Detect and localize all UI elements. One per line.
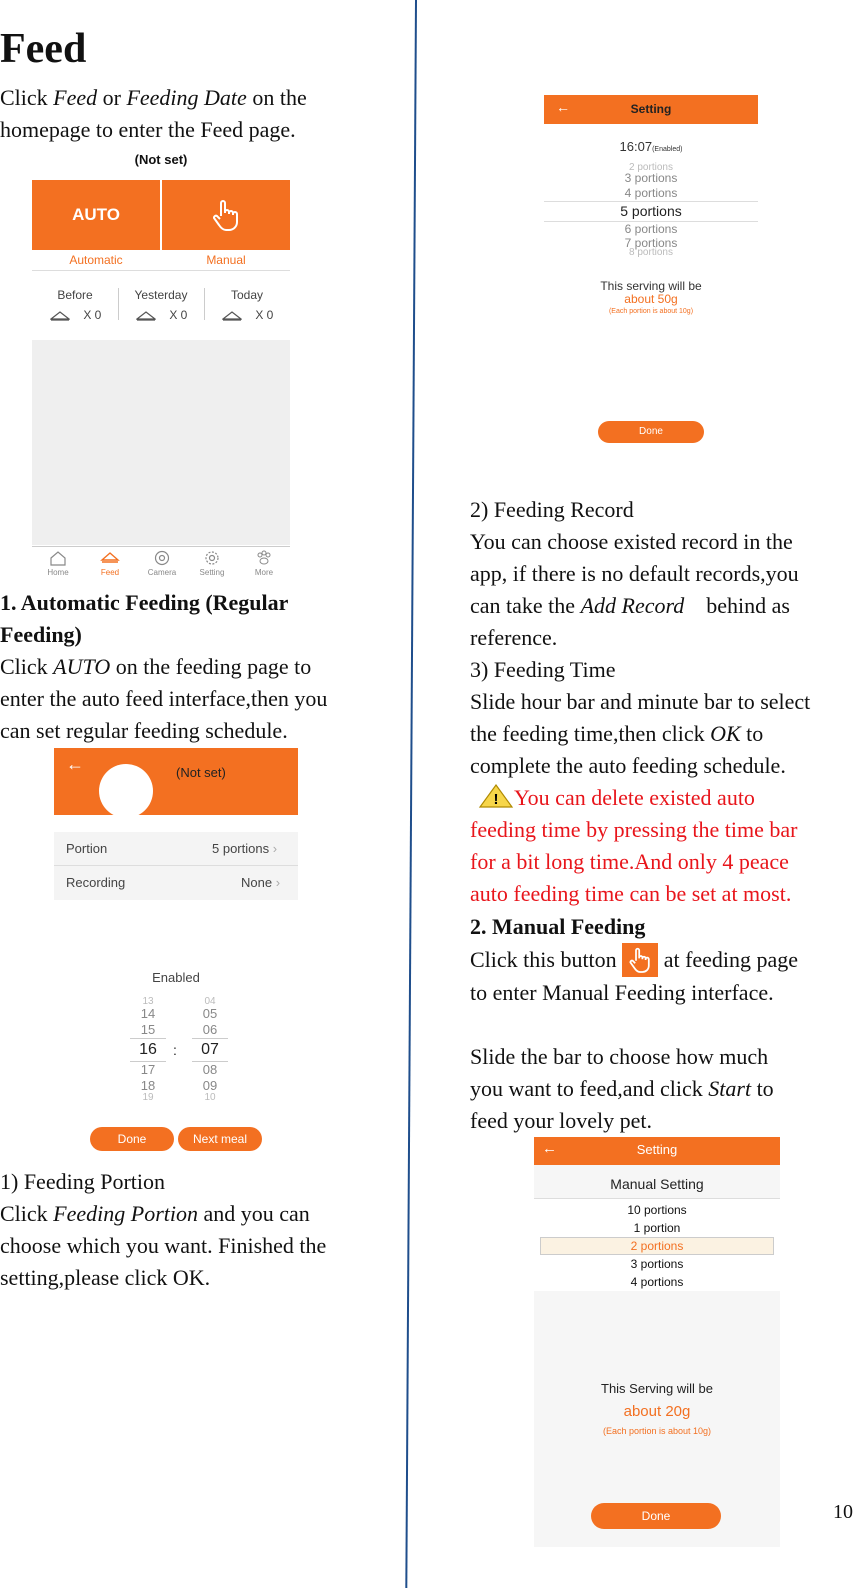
bowl-icon bbox=[50, 310, 70, 322]
intro-text-2: on the bbox=[246, 85, 307, 110]
time-enabled bbox=[544, 139, 758, 154]
manual-setting-screenshot bbox=[534, 1137, 780, 1547]
before-count-value: X 0 bbox=[83, 308, 102, 322]
warning-line2: feeding time by pressing the time bar bbox=[470, 817, 798, 842]
nav-feed-label: Feed bbox=[100, 568, 120, 577]
next-meal-button[interactable]: Next meal bbox=[178, 1127, 262, 1151]
portion-option: 2 portions bbox=[629, 162, 673, 173]
section1-heading-line2: Feeding) bbox=[0, 622, 82, 647]
section1-paragraph bbox=[0, 651, 410, 747]
before-count bbox=[50, 308, 101, 322]
separator bbox=[204, 288, 205, 320]
manual-serving-text: This Serving will be bbox=[601, 1381, 713, 1396]
time-line1: Slide hour bar and minute bar to select bbox=[470, 689, 811, 714]
intro-text: Click bbox=[0, 85, 54, 110]
manual-line2: to enter Manual Feeding interface. bbox=[470, 980, 774, 1005]
manual-done-button[interactable]: Done bbox=[591, 1503, 721, 1529]
portion-label: Portion bbox=[66, 841, 108, 856]
automatic-label: Automatic bbox=[69, 253, 123, 267]
portion-option: 7 portions bbox=[624, 236, 678, 250]
minute-05: 05 bbox=[202, 1006, 218, 1021]
manual-portion-picker[interactable] bbox=[534, 1199, 780, 1291]
serving-amount: about 50g bbox=[624, 292, 678, 306]
manual-line5: feed your lovely pet. bbox=[470, 1108, 653, 1133]
hour-selected: 16 bbox=[130, 1038, 166, 1062]
portion-option: 8 portions bbox=[629, 247, 673, 258]
manual-line3: Slide the bar to choose how much bbox=[470, 1044, 769, 1069]
auto-feed-screenshot bbox=[54, 748, 298, 1152]
minute-09: 09 bbox=[202, 1078, 218, 1093]
manual-portion-option: 3 portions bbox=[630, 1257, 684, 1271]
manual-button[interactable] bbox=[162, 180, 290, 250]
manual-setting-header bbox=[534, 1137, 780, 1165]
back-arrow-icon[interactable]: ← bbox=[556, 99, 570, 115]
minute-picker[interactable] bbox=[192, 998, 228, 1102]
gear-icon bbox=[203, 550, 221, 566]
manual-feed-button-icon bbox=[622, 943, 658, 977]
today-count bbox=[222, 308, 273, 322]
warning-text-1: You can delete existed auto bbox=[514, 785, 755, 810]
portion-selected: 5 portions bbox=[544, 201, 758, 222]
svg-text:!: ! bbox=[493, 791, 499, 808]
warning-line1 bbox=[470, 785, 755, 810]
manual-heading: 2. Manual Feeding bbox=[470, 914, 646, 939]
serving-text: This serving will be bbox=[600, 279, 702, 293]
manual-portion-option: 10 portions bbox=[627, 1203, 687, 1217]
manual-line1a: Click this button bbox=[470, 947, 623, 972]
nav-setting-label: Setting bbox=[199, 568, 225, 577]
record-line3a: can take the bbox=[470, 593, 581, 618]
manual-section bbox=[470, 911, 860, 1137]
record-line2: app, if there is no default records,you bbox=[470, 561, 799, 586]
manual-serving-amount: about 20g bbox=[623, 1403, 691, 1420]
page-title: Feed bbox=[0, 26, 87, 72]
setting-time: 16:07 bbox=[619, 139, 653, 154]
record-section bbox=[470, 494, 860, 654]
section1-click: Click bbox=[0, 654, 54, 679]
nav-camera-label: Camera bbox=[147, 568, 177, 577]
enabled-label: Enabled bbox=[152, 970, 200, 985]
warning-line4: auto feeding time can be set at most. bbox=[470, 881, 792, 906]
section1-rest: on the feeding page to bbox=[110, 654, 312, 679]
back-arrow-icon[interactable]: ← bbox=[66, 754, 84, 774]
record-heading: 2) Feeding Record bbox=[470, 497, 634, 522]
warning-line3: for a bit long time.And only 4 peace bbox=[470, 849, 789, 874]
portion-click: Click bbox=[0, 1201, 54, 1226]
hand-pointer-icon bbox=[211, 198, 241, 232]
separator bbox=[32, 546, 290, 547]
record-add-record: Add Record bbox=[580, 593, 685, 618]
intro-feeding-date: Feeding Date bbox=[126, 85, 247, 110]
portion-value[interactable] bbox=[212, 841, 277, 856]
time-line2a: the feeding time,then click bbox=[470, 721, 711, 746]
intro-feed: Feed bbox=[53, 85, 98, 110]
warning-icon bbox=[478, 783, 514, 809]
manual-line4b: to bbox=[751, 1076, 774, 1101]
nav-setting[interactable] bbox=[192, 550, 232, 577]
nav-more[interactable] bbox=[244, 550, 284, 577]
hour-14: 14 bbox=[140, 1006, 156, 1021]
yesterday-count bbox=[136, 308, 187, 322]
hand-pointer-icon bbox=[628, 946, 652, 974]
hour-17: 17 bbox=[140, 1062, 156, 1077]
portion-line3: setting,please click OK. bbox=[0, 1265, 211, 1290]
time-line2b: to bbox=[740, 721, 764, 746]
intro-line-2: homepage to enter the Feed page. bbox=[0, 117, 296, 142]
hour-18: 18 bbox=[140, 1078, 156, 1093]
page-number: 10 bbox=[833, 1501, 853, 1523]
setting-enabled: (Enabled) bbox=[652, 146, 683, 153]
manual-each-portion-note: (Each portion is about 10g) bbox=[602, 1426, 712, 1436]
section1-line2: enter the auto feed interface,then you bbox=[0, 686, 328, 711]
pet-avatar bbox=[99, 764, 153, 818]
manual-line4a: you want to feed,and click bbox=[470, 1076, 709, 1101]
portion-setting-screenshot bbox=[544, 95, 758, 450]
bowl-icon bbox=[136, 310, 156, 322]
portion-option: 3 portions bbox=[624, 171, 678, 185]
yesterday-label: Yesterday bbox=[134, 288, 188, 302]
bowl-icon bbox=[100, 550, 120, 566]
time-heading: 3) Feeding Time bbox=[470, 657, 616, 682]
yesterday-count-value: X 0 bbox=[169, 308, 188, 322]
auto-feed-header bbox=[54, 748, 298, 815]
nav-home[interactable] bbox=[38, 550, 78, 577]
portion-value-text: 5 portions bbox=[212, 841, 270, 856]
manual-portion-option: 4 portions bbox=[630, 1275, 684, 1289]
nav-more-label: More bbox=[254, 568, 274, 577]
portion-option: 4 portions bbox=[624, 186, 678, 200]
bowl-icon bbox=[222, 310, 242, 322]
portion-line2: choose which you want. Finished the bbox=[0, 1233, 327, 1258]
feed-not-set: (Not set) bbox=[134, 152, 188, 167]
nav-home-label: Home bbox=[47, 568, 69, 577]
manual-line1b: at feeding page bbox=[658, 947, 799, 972]
manual-portion-selected: 2 portions bbox=[540, 1237, 774, 1255]
manual-setting-title: Setting bbox=[636, 1142, 678, 1157]
minute-08: 08 bbox=[202, 1062, 218, 1077]
portion-picker[interactable] bbox=[544, 162, 758, 258]
feed-record-area bbox=[32, 340, 290, 545]
minute-06: 06 bbox=[202, 1022, 218, 1037]
feed-page-screenshot bbox=[32, 180, 290, 584]
separator bbox=[54, 865, 298, 866]
setting-header bbox=[544, 95, 758, 124]
chevron-right-icon: › bbox=[272, 841, 278, 856]
intro-paragraph bbox=[0, 82, 410, 146]
section1-heading bbox=[0, 587, 410, 651]
nav-camera[interactable] bbox=[142, 550, 182, 577]
bottom-nav bbox=[32, 550, 290, 584]
today-label: Today bbox=[230, 288, 264, 302]
setting-title: Setting bbox=[630, 102, 672, 116]
minute-04: 04 bbox=[204, 996, 216, 1007]
camera-icon bbox=[153, 550, 171, 566]
each-portion-note: (Each portion is about 10g) bbox=[608, 308, 694, 315]
section1-auto: AUTO bbox=[53, 654, 111, 679]
recording-value[interactable] bbox=[241, 875, 280, 890]
record-line4: reference. bbox=[470, 625, 558, 650]
minute-10: 10 bbox=[204, 1092, 216, 1103]
hour-15: 15 bbox=[140, 1022, 156, 1037]
recording-value-text: None bbox=[241, 875, 273, 890]
record-line3b: behind as bbox=[684, 593, 790, 618]
time-section bbox=[470, 654, 862, 910]
time-colon: : bbox=[173, 1042, 177, 1058]
before-label: Before bbox=[57, 288, 93, 302]
done-button[interactable]: Done bbox=[90, 1127, 174, 1151]
section1-line3: can set regular feeding schedule. bbox=[0, 718, 288, 743]
portion-fp: Feeding Portion bbox=[53, 1201, 198, 1226]
manual-portion-option: 1 portion bbox=[633, 1221, 681, 1235]
hour-13: 13 bbox=[142, 996, 154, 1007]
home-icon bbox=[49, 550, 67, 566]
paw-icon bbox=[255, 550, 273, 566]
minute-selected: 07 bbox=[192, 1038, 228, 1062]
separator bbox=[32, 270, 290, 271]
time-line3: complete the auto feeding schedule. bbox=[470, 753, 786, 778]
hour-19: 19 bbox=[142, 1092, 154, 1103]
column-divider bbox=[405, 0, 417, 1588]
auto-button[interactable] bbox=[32, 180, 160, 250]
portion-rest: and you can bbox=[197, 1201, 310, 1226]
manual-label: Manual bbox=[206, 253, 246, 267]
manual-setting-label: Manual Setting bbox=[610, 1176, 704, 1192]
back-arrow-icon[interactable]: ← bbox=[542, 1140, 557, 1157]
nav-feed[interactable] bbox=[90, 550, 130, 577]
recording-label: Recording bbox=[66, 875, 126, 890]
auto-button-label: AUTO bbox=[72, 205, 120, 224]
auto-not-set: (Not set) bbox=[176, 765, 226, 780]
hour-picker[interactable] bbox=[130, 998, 166, 1102]
portion-heading: 1) Feeding Portion bbox=[0, 1169, 165, 1194]
separator bbox=[118, 288, 119, 320]
chevron-right-icon: › bbox=[275, 875, 281, 890]
portion-option: 6 portions bbox=[624, 222, 678, 236]
portion-section bbox=[0, 1166, 410, 1294]
section1-heading-line1: 1. Automatic Feeding (Regular bbox=[0, 590, 289, 615]
manual-start: Start bbox=[708, 1076, 752, 1101]
intro-or: or bbox=[97, 85, 127, 110]
today-count-value: X 0 bbox=[255, 308, 274, 322]
time-ok: OK bbox=[710, 721, 741, 746]
done-button[interactable]: Done bbox=[598, 421, 704, 443]
record-line1: You can choose existed record in the bbox=[470, 529, 793, 554]
